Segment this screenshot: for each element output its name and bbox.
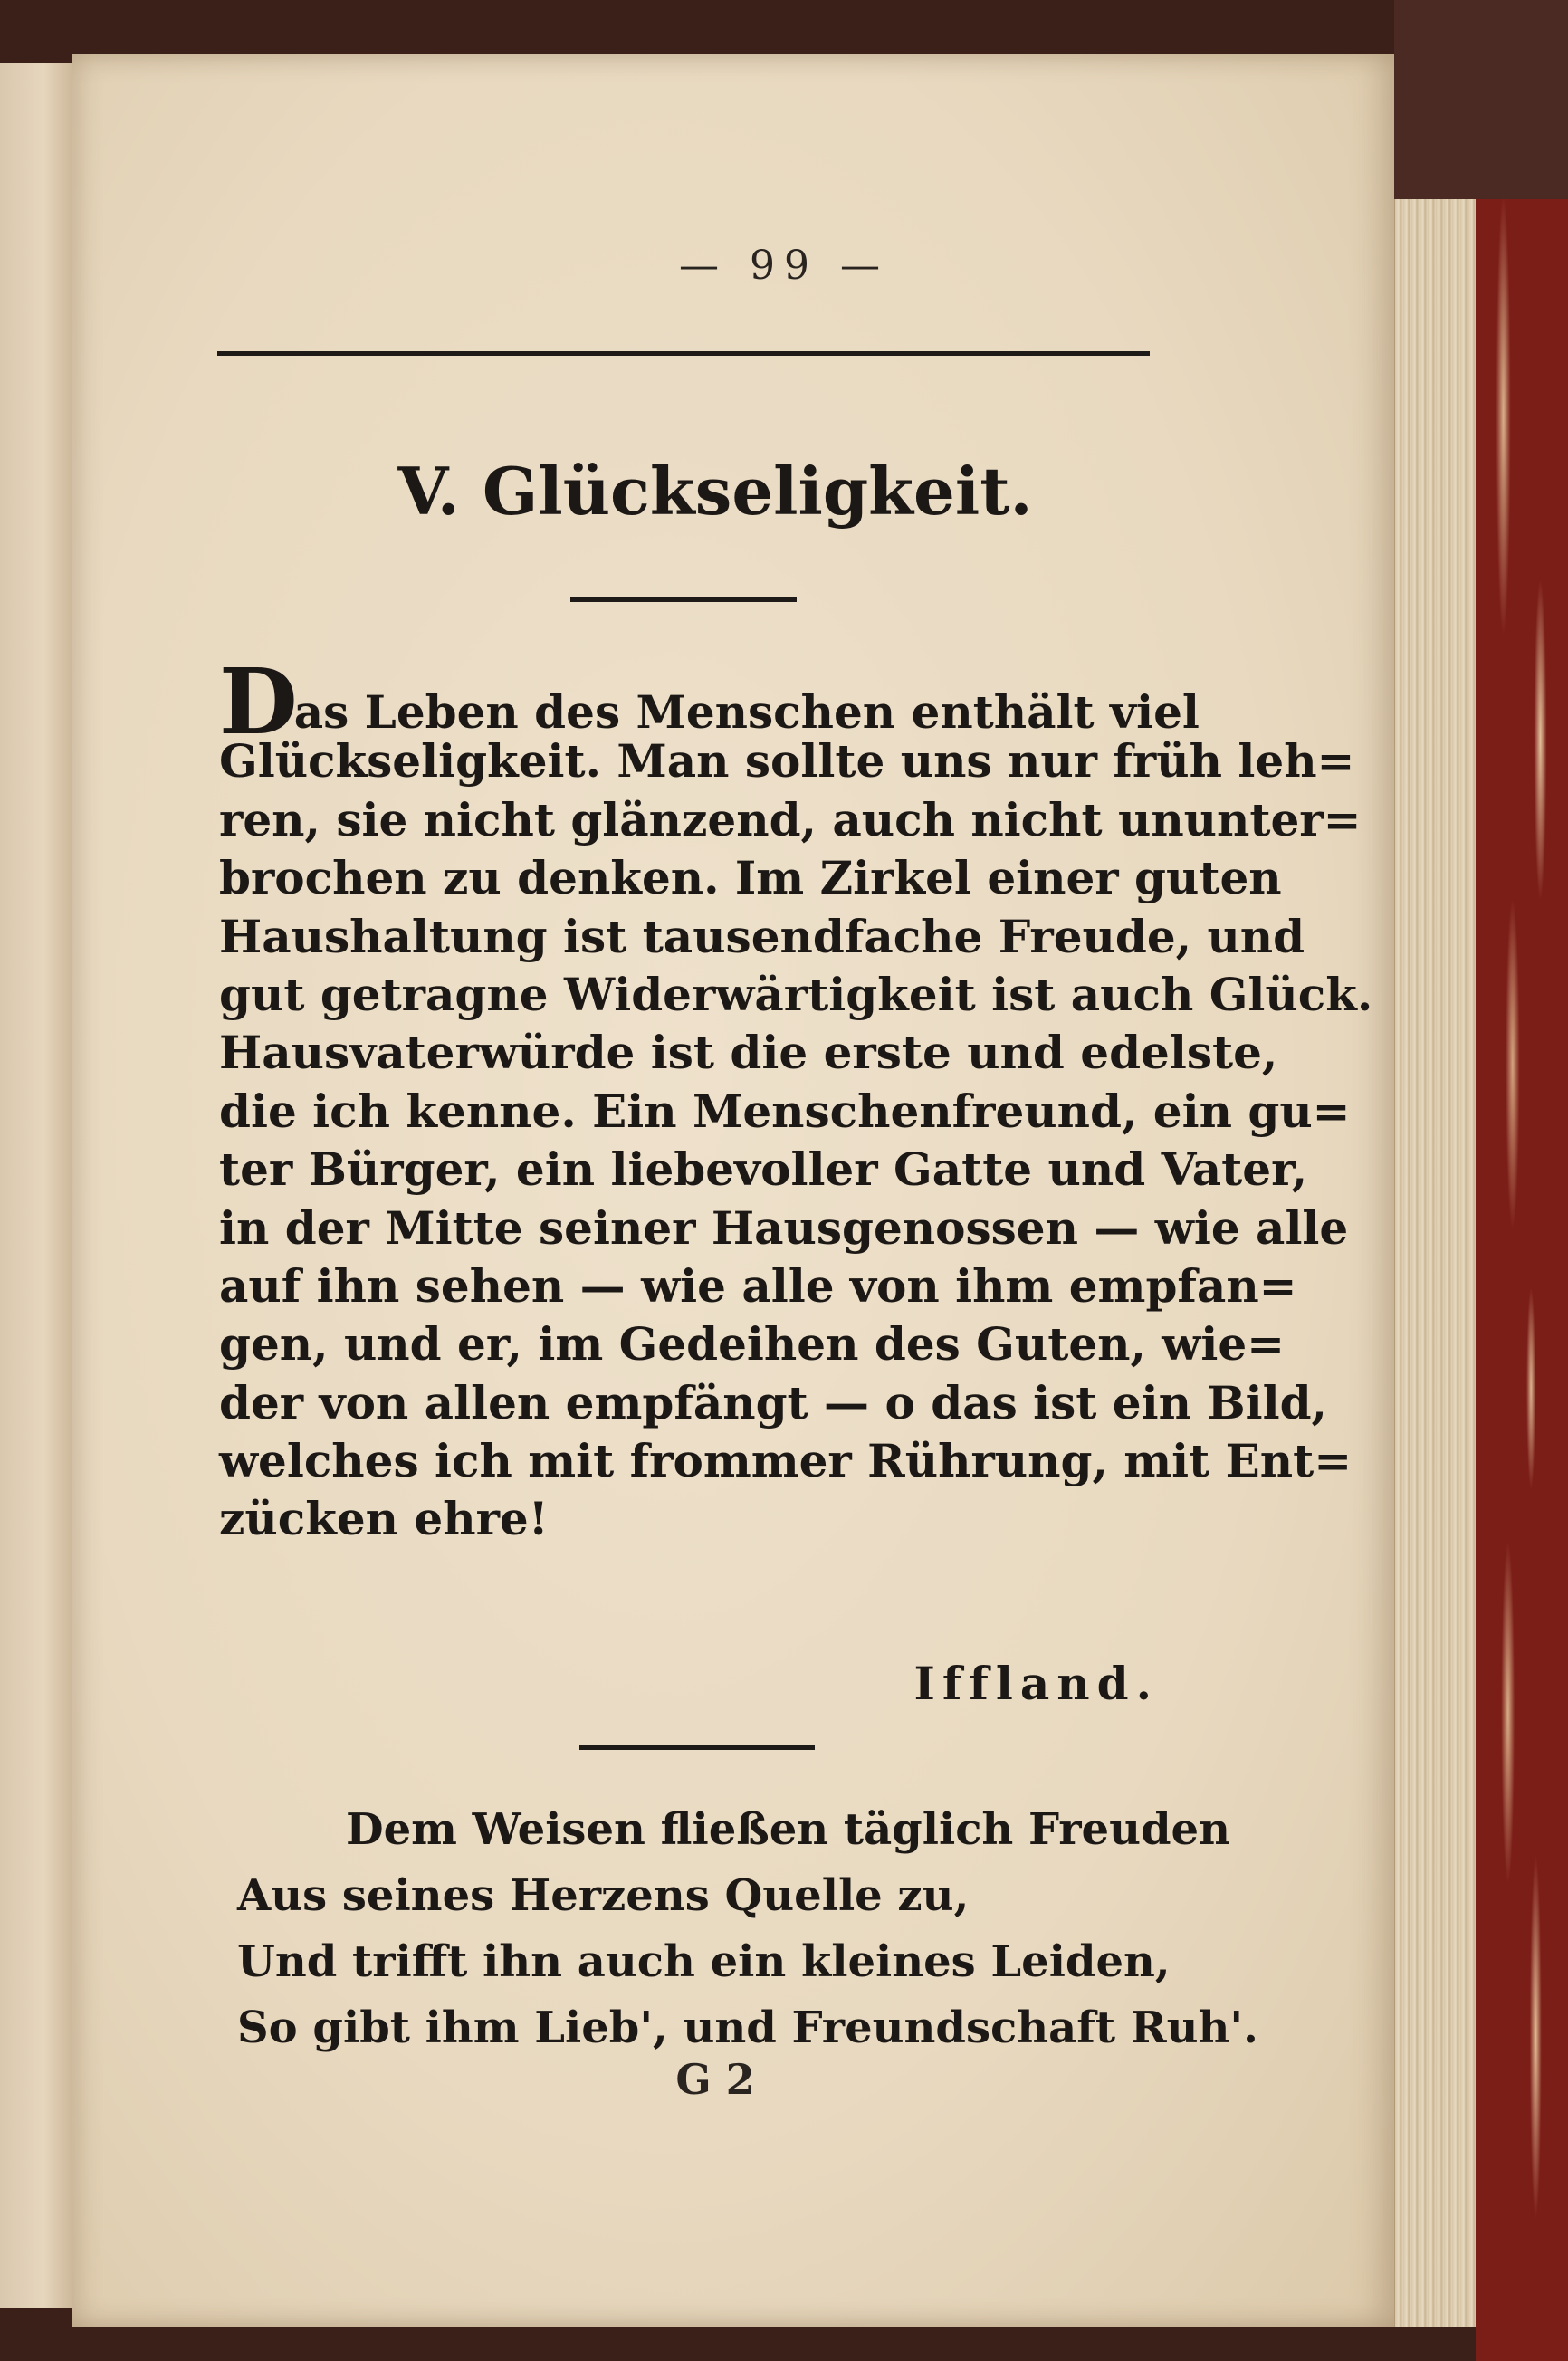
prose-paragraph	[219, 648, 1373, 1549]
prose-line: der von allen empfängt — o das ist ein Bild,	[219, 1375, 1327, 1429]
marbled-cover	[1476, 199, 1568, 2361]
page-number: — 99 —	[679, 243, 889, 289]
prose-line: ren, sie nicht glänzend, auch nicht ununter=	[219, 792, 1362, 846]
chapter-title: V. Glückseligkeit.	[397, 453, 1033, 530]
prose-line: die ich kenne. Ein Menschenfreund, ein gu=	[219, 1084, 1351, 1138]
drop-cap: D	[219, 648, 294, 755]
prose-line: Glückseligkeit. Man sollte uns nur früh leh=	[219, 734, 1355, 789]
prose-line: in der Mitte seiner Hausgenossen — wie alle	[219, 1200, 1349, 1255]
previous-page-edge	[0, 63, 74, 2308]
title-rule	[570, 597, 797, 602]
author-signature: Iffland.	[913, 1657, 1159, 1710]
prose-line-text: as Leben des Menschen enthält viel	[293, 685, 1200, 739]
page-stack-edge	[1394, 63, 1477, 2327]
printer-signature-mark: G 2	[675, 2055, 755, 2104]
verse-line: Dem Weisen fließen täglich Freuden	[346, 1804, 1230, 1855]
section-rule	[579, 1745, 815, 1750]
verse-stanza	[237, 1797, 1258, 2061]
book-cover-top	[1394, 0, 1568, 199]
prose-line: gut getragne Widerwärtigkeit ist auch Glück.	[219, 967, 1373, 1021]
prose-line: ter Bürger, ein liebevoller Gatte und Vater,	[219, 1142, 1308, 1197]
prose-line: Haushaltung ist tausendfache Freude, und	[219, 909, 1305, 963]
prose-line: Hausvaterwürde ist die erste und edelste,	[219, 1026, 1278, 1080]
header-rule	[217, 351, 1150, 356]
verse-line: Und trifft ihn auch ein kleines Leiden,	[237, 1936, 1171, 1987]
prose-line: auf ihn sehen — wie alle von ihm empfan=	[219, 1258, 1297, 1313]
verse-line: So gibt ihm Lieb', und Freundschaft Ruh'.	[237, 2003, 1258, 2053]
prose-line: brochen zu denken. Im Zirkel einer guten	[219, 851, 1282, 905]
verse-line: Aus seines Herzens Quelle zu,	[237, 1870, 970, 1921]
prose-line: zücken ehre!	[219, 1492, 549, 1546]
prose-line: gen, und er, im Gedeihen des Guten, wie=	[219, 1317, 1286, 1372]
prose-line	[219, 648, 1200, 755]
prose-line: welches ich mit frommer Rührung, mit Ent=	[219, 1434, 1353, 1488]
